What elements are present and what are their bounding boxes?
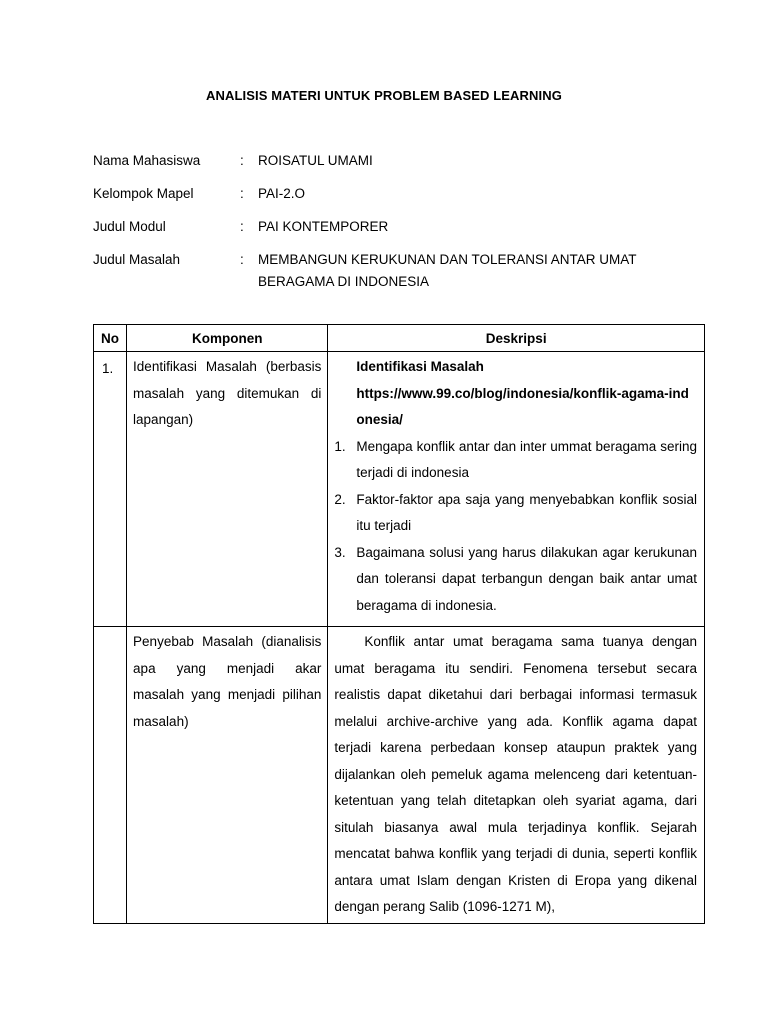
meta-colon: : [240,153,244,168]
question-list [334,434,697,620]
row-number: 1. [94,352,127,627]
analysis-table [93,324,705,924]
header-deskripsi: Deskripsi [328,325,705,352]
meta-value: MEMBANGUN KERUKUNAN DAN TOLERANSI ANTAR UMAT BERAGAMA DI INDONESIA [258,252,637,289]
list-text: Mengapa konflik antar dan inter ummat beragama sering terjadi di indonesia [356,438,697,480]
meta-label: Judul Masalah [93,252,181,267]
meta-row-kelompok [93,186,693,219]
list-text: Bagaimana solusi yang harus dilakukan agar kerukunan dan toleransi dapat terbangun dengan baik antar umat beragama di indonesia. [356,544,697,613]
list-number: 3. [334,544,346,560]
table-row [94,352,705,627]
list-item [334,540,697,620]
list-number: 1. [334,438,346,454]
meta-row-nama [93,153,693,186]
student-info [93,153,693,293]
meta-colon: : [240,219,244,234]
deskripsi-heading: Identifikasi Masalah [356,359,484,374]
deskripsi-paragraph: Konflik antar umat beragama sama tuanya dengan umat beragama itu sendiri. Fenomena tersebut secara realistis dapat diketahui dari berbagai informasi termasuk melalui archive-archive yang ada. Konflik agama dapat terjadi karena perbedaan konsep ataupun praktek yang dijalankan oleh pemeluk agama melenceng dari ketentuan-ketentuan yang telah ditetapkan oleh syariat agama, dari situlah biasanya awal mula terjadinya konflik. Sejarah mencatat bahwa konflik yang terjadi di dunia, seperti konflik antara umat Islam dengan Kristen di Eropa yang dikenal dengan perang Salib (1096-1271 M), [334,634,697,914]
meta-value: ROISATUL UMAMI [258,153,373,168]
meta-row-masalah [93,252,693,293]
meta-label: Kelompok Mapel [93,186,194,201]
komponen-cell: Identifikasi Masalah (berbasis masalah yang ditemukan di lapangan) [127,352,328,627]
meta-row-modul [93,219,693,252]
meta-value: PAI-2.O [258,186,306,201]
list-number: 2. [334,491,346,507]
meta-value: PAI KONTEMPORER [258,219,389,234]
komponen-cell: Penyebab Masalah (dianalisis apa yang menjadi akar masalah yang menjadi pilihan masalah) [127,627,328,924]
list-item [334,434,697,487]
deskripsi-cell [328,627,705,924]
meta-label: Nama Mahasiswa [93,153,201,168]
meta-colon: : [240,252,244,267]
row-number [94,627,127,924]
table-header-row [94,325,705,352]
header-komponen: Komponen [127,325,328,352]
list-text: Faktor-faktor apa saja yang menyebabkan konflik sosial itu terjadi [356,491,697,533]
table-row [94,627,705,924]
meta-label: Judul Modul [93,219,166,234]
source-link[interactable]: https://www.99.co/blog/indonesia/konflik-agama-indonesia/ [356,385,689,427]
meta-colon: : [240,186,244,201]
document-title: ANALISIS MATERI UNTUK PROBLEM BASED LEARNING [206,88,562,103]
header-no: No [94,325,127,352]
deskripsi-cell [328,352,705,627]
list-item [334,487,697,540]
